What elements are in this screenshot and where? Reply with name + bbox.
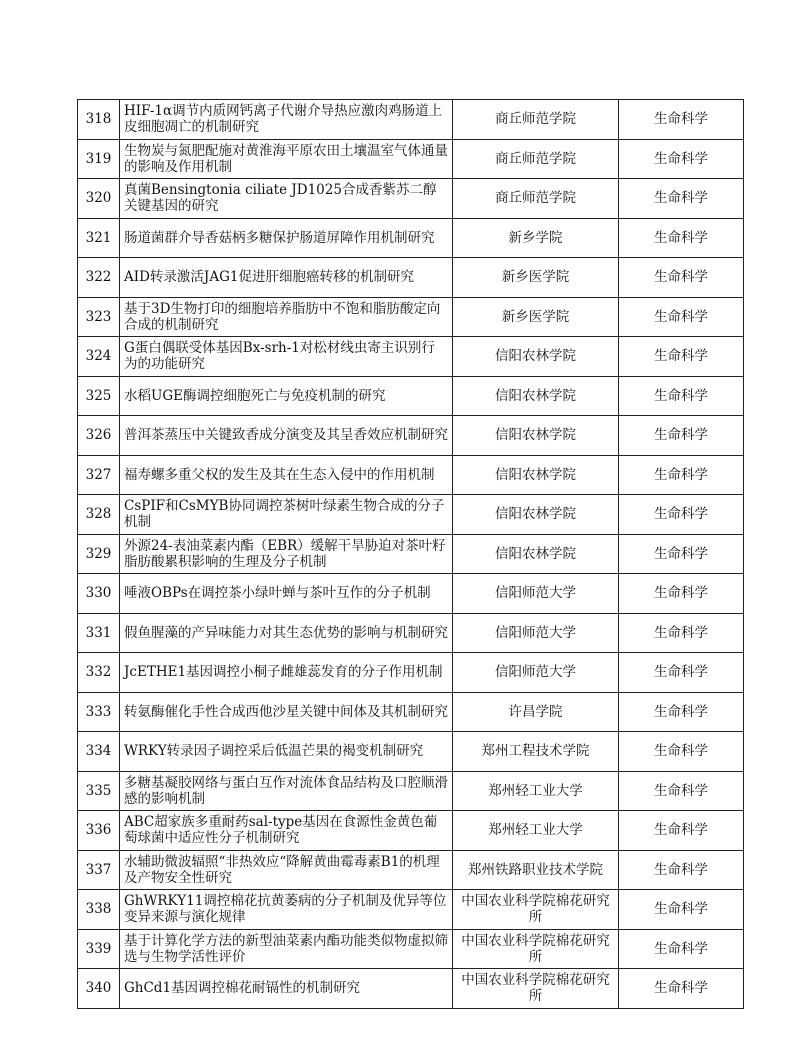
discipline: 生命科学: [619, 574, 744, 614]
institution: 郑州轻工业大学: [453, 771, 619, 811]
project-title: 真菌Bensingtonia ciliate JD1025合成香紫苏二醇关键基因的研究: [120, 179, 453, 219]
row-number: 330: [78, 574, 120, 614]
discipline: 生命科学: [619, 969, 744, 1009]
row-number: 340: [78, 969, 120, 1009]
discipline: 生命科学: [619, 218, 744, 258]
row-number: 333: [78, 692, 120, 732]
project-title: 肠道菌群介导香菇柄多糖保护肠道屏障作用机制研究: [120, 218, 453, 258]
table-row: [78, 416, 744, 456]
institution: 新乡医学院: [453, 297, 619, 337]
project-title: JcETHE1基因调控小桐子雌雄蕊发育的分子作用机制: [120, 653, 453, 693]
table-row: [78, 179, 744, 219]
project-title: 生物炭与氮肥配施对黄淮海平原农田土壤温室气体通量的影响及作用机制: [120, 139, 453, 179]
institution: 信阳农林学院: [453, 455, 619, 495]
discipline: 生命科学: [619, 139, 744, 179]
table-row: [78, 653, 744, 693]
project-title: ABC超家族多重耐药sal-type基因在食源性金黄色葡萄球菌中适应性分子机制研究: [120, 811, 453, 851]
institution: 郑州铁路职业技术学院: [453, 850, 619, 890]
table-row: [78, 495, 744, 535]
project-title: GhWRKY11调控棉花抗黄萎病的分子机制及优异等位变异来源与演化规律: [120, 890, 453, 930]
institution: 信阳师范大学: [453, 574, 619, 614]
row-number: 319: [78, 139, 120, 179]
project-title: 转氨酶催化手性合成西他沙星关键中间体及其机制研究: [120, 692, 453, 732]
project-title: 唾液OBPs在调控茶小绿叶蝉与茶叶互作的分子机制: [120, 574, 453, 614]
project-title: 多糖基凝胶网络与蛋白互作对流体食品结构及口腔顺滑感的影响机制: [120, 771, 453, 811]
institution: 信阳农林学院: [453, 416, 619, 456]
institution: 郑州工程技术学院: [453, 732, 619, 772]
discipline: 生命科学: [619, 890, 744, 930]
row-number: 334: [78, 732, 120, 772]
discipline: 生命科学: [619, 534, 744, 574]
discipline: 生命科学: [619, 376, 744, 416]
discipline: 生命科学: [619, 653, 744, 693]
row-number: 332: [78, 653, 120, 693]
project-title: 福寿螺多重父权的发生及其在生态入侵中的作用机制: [120, 455, 453, 495]
row-number: 326: [78, 416, 120, 456]
table-row: [78, 969, 744, 1009]
discipline: 生命科学: [619, 179, 744, 219]
project-table-body: [78, 100, 744, 1009]
discipline: 生命科学: [619, 613, 744, 653]
table-row: [78, 337, 744, 377]
institution: 信阳农林学院: [453, 495, 619, 535]
project-title: 基于计算化学方法的新型油菜素内酯功能类似物虚拟筛选与生物学活性评价: [120, 929, 453, 969]
institution: 信阳农林学院: [453, 337, 619, 377]
row-number: 323: [78, 297, 120, 337]
row-number: 324: [78, 337, 120, 377]
row-number: 321: [78, 218, 120, 258]
institution: 新乡学院: [453, 218, 619, 258]
table-row: [78, 139, 744, 179]
project-title: 水辅助微波辐照“非热效应“降解黄曲霉毒素B1的机理及产物安全性研究: [120, 850, 453, 890]
institution: 中国农业科学院棉花研究所: [453, 929, 619, 969]
discipline: 生命科学: [619, 771, 744, 811]
institution: 信阳农林学院: [453, 376, 619, 416]
institution: 信阳农林学院: [453, 534, 619, 574]
institution: 新乡医学院: [453, 258, 619, 298]
table-row: [78, 850, 744, 890]
row-number: 322: [78, 258, 120, 298]
project-title: G蛋白偶联受体基因Bx-srh-1对松材线虫寄主识别行为的功能研究: [120, 337, 453, 377]
project-title: HIF-1α调节内质网钙离子代谢介导热应激肉鸡肠道上皮细胞凋亡的机制研究: [120, 100, 453, 140]
row-number: 325: [78, 376, 120, 416]
table-row: [78, 890, 744, 930]
discipline: 生命科学: [619, 495, 744, 535]
institution: 许昌学院: [453, 692, 619, 732]
institution: 郑州轻工业大学: [453, 811, 619, 851]
table-row: [78, 771, 744, 811]
row-number: 327: [78, 455, 120, 495]
institution: 信阳师范大学: [453, 613, 619, 653]
institution: 信阳师范大学: [453, 653, 619, 693]
table-row: [78, 100, 744, 140]
row-number: 339: [78, 929, 120, 969]
discipline: 生命科学: [619, 416, 744, 456]
institution: 商丘师范学院: [453, 179, 619, 219]
discipline: 生命科学: [619, 455, 744, 495]
row-number: 331: [78, 613, 120, 653]
row-number: 328: [78, 495, 120, 535]
table-row: [78, 218, 744, 258]
row-number: 335: [78, 771, 120, 811]
project-title: 外源24-表油菜素内酯（EBR）缓解干旱胁迫对茶叶籽脂肪酸累积影响的生理及分子机制: [120, 534, 453, 574]
row-number: 329: [78, 534, 120, 574]
project-title: 普洱茶蒸压中关键致香成分演变及其呈香效应机制研究: [120, 416, 453, 456]
table-row: [78, 732, 744, 772]
project-title: AID转录激活JAG1促进肝细胞癌转移的机制研究: [120, 258, 453, 298]
institution: 商丘师范学院: [453, 139, 619, 179]
row-number: 336: [78, 811, 120, 851]
table-row: [78, 811, 744, 851]
project-title: GhCd1基因调控棉花耐镉性的机制研究: [120, 969, 453, 1009]
project-title: 基于3D生物打印的细胞培养脂肪中不饱和脂肪酸定向合成的机制研究: [120, 297, 453, 337]
project-title: 水稻UGE酶调控细胞死亡与免疫机制的研究: [120, 376, 453, 416]
row-number: 318: [78, 100, 120, 140]
table-row: [78, 455, 744, 495]
institution: 中国农业科学院棉花研究所: [453, 969, 619, 1009]
discipline: 生命科学: [619, 258, 744, 298]
table-row: [78, 534, 744, 574]
project-table: [77, 99, 744, 1009]
project-title: 假鱼腥藻的产异味能力对其生态优势的影响与机制研究: [120, 613, 453, 653]
row-number: 320: [78, 179, 120, 219]
discipline: 生命科学: [619, 337, 744, 377]
table-row: [78, 574, 744, 614]
institution: 商丘师范学院: [453, 100, 619, 140]
table-row: [78, 297, 744, 337]
institution: 中国农业科学院棉花研究所: [453, 890, 619, 930]
row-number: 337: [78, 850, 120, 890]
project-title: CsPIF和CsMYB协同调控茶树叶绿素生物合成的分子机制: [120, 495, 453, 535]
table-row: [78, 692, 744, 732]
discipline: 生命科学: [619, 850, 744, 890]
table-row: [78, 258, 744, 298]
table-row: [78, 929, 744, 969]
row-number: 338: [78, 890, 120, 930]
discipline: 生命科学: [619, 100, 744, 140]
discipline: 生命科学: [619, 297, 744, 337]
discipline: 生命科学: [619, 929, 744, 969]
table-row: [78, 376, 744, 416]
table-row: [78, 613, 744, 653]
discipline: 生命科学: [619, 692, 744, 732]
project-title: WRKY转录因子调控采后低温芒果的褐变机制研究: [120, 732, 453, 772]
discipline: 生命科学: [619, 811, 744, 851]
discipline: 生命科学: [619, 732, 744, 772]
